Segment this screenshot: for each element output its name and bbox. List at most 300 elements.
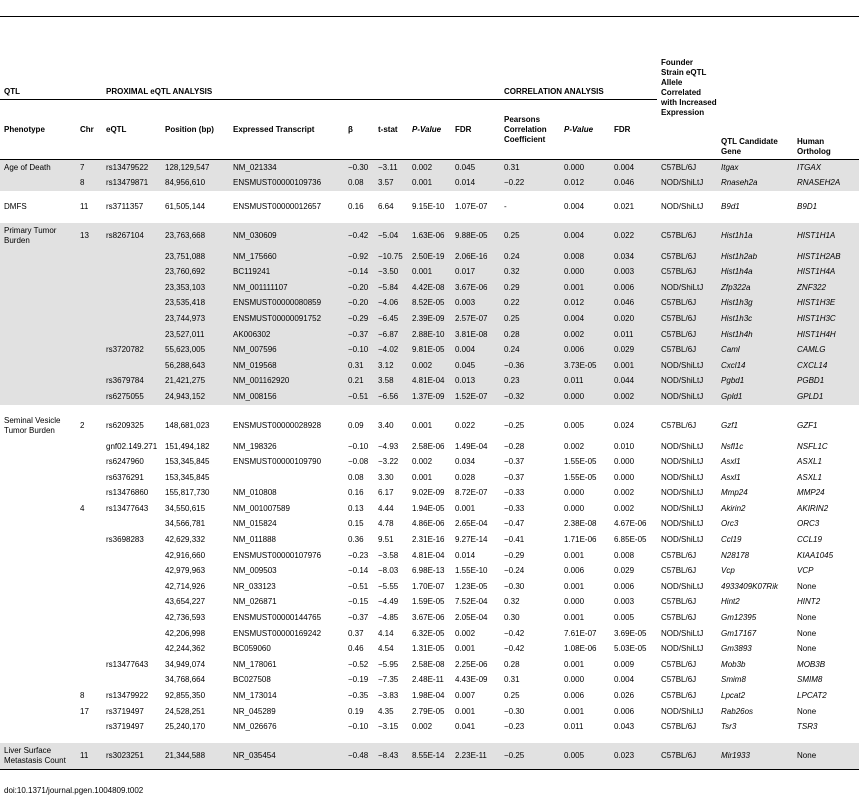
cell-t: −3.22 (378, 457, 399, 467)
cell-fdr: 0.014 (451, 176, 500, 196)
cell-p: 0.002 (408, 358, 451, 374)
cell-chr (76, 470, 102, 486)
cell-gene: Hist1h4a (717, 264, 793, 280)
cell-chr: 13 (76, 219, 102, 249)
cell-gene: Hint2 (721, 597, 740, 607)
cell-eqtl: rs3719497 (106, 706, 144, 716)
cell-r: 0.24 (500, 342, 560, 358)
cell-t: −3.11 (374, 160, 408, 176)
cell-b: −0.19 (348, 675, 369, 685)
doi-caption: doi:10.1371/journal.pgen.1004809.t002 (4, 786, 144, 795)
cell-pos: 61,505,144 (161, 195, 229, 219)
cell-p2: 0.000 (564, 675, 585, 685)
cell-tr: ENSMUST00000028928 (229, 409, 344, 439)
cell-pos: 34,566,781 (165, 519, 206, 529)
cell-r: −0.33 (504, 488, 525, 498)
cell-tr: NM_009503 (233, 566, 277, 576)
cell-pos: 153,345,845 (165, 472, 210, 482)
table-row (0, 296, 859, 312)
cell-t: 6.17 (378, 488, 394, 498)
cell-chr: 8 (76, 176, 102, 196)
cell-t: −10.75 (374, 249, 408, 265)
cell-fdr2: 0.000 (614, 457, 635, 467)
cell-eqtl: rs13479522 (102, 160, 161, 176)
cell-strain: NOD/ShiLtJ (657, 389, 717, 409)
cell-r: 0.25 (504, 691, 520, 701)
cell-eqtl (102, 296, 161, 312)
cell-gene: Asxl1 (721, 457, 741, 467)
cell-fdr: 0.022 (451, 409, 500, 439)
cell-fdr: 0.004 (451, 342, 500, 358)
cell-fdr2: 0.043 (614, 722, 635, 732)
cell-gene: Gzf1 (717, 409, 793, 439)
cell-orth: HIST1H3C (793, 311, 859, 327)
cell-fdr2: 0.004 (610, 160, 657, 176)
cell-gene: Lpcat2 (721, 691, 746, 701)
cell-orth: HIST1H3E (793, 296, 859, 312)
cell-ph (0, 532, 76, 548)
cell-tr: BC059060 (233, 644, 271, 654)
cell-orth: MMP24 (797, 488, 825, 498)
table-row (0, 688, 859, 704)
cell-ph (0, 342, 76, 358)
cell-tr: NM_026871 (233, 597, 277, 607)
col-pvalue (408, 100, 451, 160)
cell-orth: VCP (797, 566, 814, 576)
cell-pos: 23,763,668 (161, 219, 229, 249)
cell-p2: 0.004 (560, 311, 610, 327)
table-row (0, 517, 859, 533)
cell-t: −5.84 (374, 280, 408, 296)
cell-eqtl: rs13479922 (106, 691, 149, 701)
cell-orth: PGBD1 (793, 374, 859, 390)
cell-orth: SMIM8 (797, 675, 823, 685)
cell-chr (76, 296, 102, 312)
cell-t: −8.03 (378, 566, 399, 576)
cell-ph (0, 657, 76, 673)
cell-fdr: 2.25E-06 (455, 659, 488, 669)
cell-strain: NOD/ShiLtJ (657, 280, 717, 296)
cell-fdr2: 0.003 (610, 264, 657, 280)
cell-fdr: 2.23E-11 (451, 739, 500, 770)
cell-strain: NOD/ShiLtJ (661, 644, 704, 654)
cell-pos: 42,714,926 (165, 581, 206, 591)
cell-fdr2: 0.006 (614, 706, 635, 716)
cell-orth: GPLD1 (793, 389, 859, 409)
cell-b: −0.37 (348, 613, 369, 623)
cell-gene: Hist1h3c (717, 311, 793, 327)
cell-p2: 0.000 (560, 160, 610, 176)
cell-chr (76, 327, 102, 343)
cell-pos: 42,629,332 (165, 535, 206, 545)
cell-gene: Asxl1 (721, 472, 741, 482)
cell-fdr2: 0.011 (610, 327, 657, 343)
cell-p: 2.79E-05 (412, 706, 445, 716)
cell-orth: ORC3 (797, 519, 820, 529)
cell-chr: 4 (80, 503, 85, 513)
cell-ph: DMFS (0, 195, 76, 219)
cell-ph (0, 176, 76, 196)
cell-eqtl (102, 595, 161, 611)
cell-tr: NM_008156 (229, 389, 344, 409)
cell-chr: 7 (76, 160, 102, 176)
col-phenotype: Phenotype (0, 100, 76, 160)
cell-strain: NOD/ShiLtJ (657, 195, 717, 219)
table-row (0, 374, 859, 390)
cell-orth: None (797, 644, 817, 654)
cell-ph (0, 264, 76, 280)
cell-t: −4.49 (378, 597, 399, 607)
cell-strain: C57BL/6J (661, 691, 697, 701)
cell-chr (76, 486, 102, 502)
cell-r: −0.30 (504, 581, 525, 591)
cell-eqtl: rs3720782 (102, 342, 161, 358)
cell-p: 4.86E-06 (412, 519, 445, 529)
cell-b: 0.09 (344, 409, 374, 439)
cell-chr (76, 249, 102, 265)
cell-eqtl: rs13477643 (106, 659, 149, 669)
cell-p: 8.52E-05 (408, 296, 451, 312)
cell-t: 9.51 (378, 535, 394, 545)
cell-strain: C57BL/6J (661, 613, 697, 623)
cell-tr: NM_011888 (233, 535, 276, 545)
cell-tr: NM_026676 (233, 722, 277, 732)
cell-p: 1.98E-04 (412, 691, 445, 701)
cell-ph: Age of Death (0, 160, 76, 176)
cell-orth: NSFL1C (797, 441, 828, 451)
col-beta: β (344, 100, 374, 160)
cell-tr: ENSMUST00000091752 (229, 311, 344, 327)
header-qtl: QTL (0, 19, 102, 100)
cell-ph (0, 641, 76, 657)
cell-fdr2: 0.046 (610, 176, 657, 196)
cell-fdr: 0.014 (455, 550, 476, 560)
cell-eqtl (102, 249, 161, 265)
cell-chr (76, 280, 102, 296)
cell-fdr2: 0.005 (614, 613, 635, 623)
cell-gene: Hist1h3g (717, 296, 793, 312)
cell-fdr2: 0.026 (614, 691, 635, 701)
cell-eqtl (102, 280, 161, 296)
cell-fdr: 0.041 (455, 722, 476, 732)
cell-tr: ENSMUST00000144765 (233, 613, 322, 623)
cell-b: −0.20 (344, 296, 374, 312)
cell-pos: 92,855,350 (165, 691, 206, 701)
cell-strain: C57BL/6J (661, 659, 697, 669)
cell-fdr: 0.002 (455, 628, 476, 638)
cell-b: 0.08 (344, 176, 374, 196)
cell-ph (0, 501, 76, 517)
cell-r: −0.23 (504, 722, 525, 732)
cell-fdr2: 0.023 (610, 739, 657, 770)
cell-orth: HINT2 (797, 597, 821, 607)
cell-pos: 23,527,011 (161, 327, 229, 343)
cell-t: 3.12 (374, 358, 408, 374)
cell-gene: Akirin2 (721, 503, 746, 513)
cell-gene: Ccl19 (721, 535, 742, 545)
cell-strain: NOD/ShiLtJ (661, 441, 704, 451)
cell-ph (0, 280, 76, 296)
cell-orth: None (797, 613, 817, 623)
cell-chr (76, 548, 102, 564)
cell-ph (0, 595, 76, 611)
cell-fdr: 0.003 (451, 296, 500, 312)
cell-eqtl (102, 358, 161, 374)
cell-p: 8.55E-14 (408, 739, 451, 770)
cell-b: −0.10 (348, 441, 369, 451)
cell-strain: NOD/ShiLtJ (661, 472, 704, 482)
table-row (0, 439, 859, 455)
cell-p2: 0.006 (560, 342, 610, 358)
cell-p: 9.02E-09 (412, 488, 445, 498)
col-tstat: t-stat (374, 100, 408, 160)
cell-b: −0.30 (344, 160, 374, 176)
cell-ph (0, 389, 76, 409)
cell-fdr: 0.045 (451, 160, 500, 176)
cell-fdr2: 0.020 (610, 311, 657, 327)
cell-gene: B9d1 (717, 195, 793, 219)
cell-p: 0.001 (408, 409, 451, 439)
cell-p: 0.001 (412, 472, 433, 482)
cell-pos: 23,744,973 (161, 311, 229, 327)
cell-strain: NOD/ShiLtJ (661, 457, 704, 467)
header-founder: Founder Strain eQTL Allele Correlated with Increased Expression (657, 19, 717, 160)
cell-chr: 11 (76, 739, 102, 770)
cell-r: −0.42 (504, 628, 525, 638)
cell-fdr2: 6.85E-05 (614, 535, 647, 545)
cell-pos: 23,353,103 (161, 280, 229, 296)
cell-eqtl (102, 327, 161, 343)
cell-fdr2: 0.046 (610, 296, 657, 312)
cell-t: −6.45 (374, 311, 408, 327)
cell-pos: 148,681,023 (161, 409, 229, 439)
cell-b: 0.46 (348, 644, 364, 654)
cell-p2: 7.61E-07 (564, 628, 597, 638)
cell-b: 0.37 (348, 628, 364, 638)
cell-eqtl: rs6247960 (106, 457, 144, 467)
cell-p2: 0.001 (564, 706, 585, 716)
table-row (0, 641, 859, 657)
table-row (0, 249, 859, 265)
cell-pos: 42,244,362 (165, 644, 206, 654)
table-row (0, 673, 859, 689)
cell-b: −0.15 (348, 597, 369, 607)
cell-p2: 1.55E-05 (564, 472, 597, 482)
cell-tr: NM_015824 (233, 519, 277, 529)
cell-p: 6.32E-05 (412, 628, 445, 638)
cell-tr: NM_001111107 (229, 280, 344, 296)
cell-eqtl (102, 673, 161, 689)
cell-pos: 23,760,692 (161, 264, 229, 280)
cell-t: 3.40 (374, 409, 408, 439)
table-row (0, 264, 859, 280)
cell-p2: 0.000 (560, 264, 610, 280)
cell-gene: Vcp (721, 566, 735, 576)
cell-p2: 0.001 (564, 613, 585, 623)
cell-strain: C57BL/6J (657, 311, 717, 327)
cell-gene: Orc3 (721, 519, 739, 529)
cell-b: −0.42 (344, 219, 374, 249)
cell-fdr: 2.65E-04 (455, 519, 488, 529)
cell-r: 0.30 (504, 613, 520, 623)
cell-tr: ENSMUST00000109790 (233, 457, 322, 467)
cell-p2: 0.001 (564, 581, 585, 591)
table-row (0, 610, 859, 626)
cell-orth: GZF1 (793, 409, 859, 439)
cell-ph (0, 296, 76, 312)
cell-p2: 1.08E-06 (564, 644, 597, 654)
cell-fdr2: 0.002 (614, 503, 635, 513)
cell-fdr: 9.88E-05 (451, 219, 500, 249)
cell-strain: C57BL/6J (657, 739, 717, 770)
cell-pos: 151,494,182 (165, 441, 210, 451)
cell-pos: 155,817,730 (165, 488, 210, 498)
cell-tr: NM_007596 (229, 342, 344, 358)
cell-fdr: 0.034 (455, 457, 476, 467)
cell-p2: 0.001 (564, 550, 585, 560)
cell-strain: C57BL/6J (661, 675, 697, 685)
cell-b: −0.14 (344, 264, 374, 280)
cell-t: −4.93 (378, 441, 399, 451)
cell-r: 0.24 (500, 249, 560, 265)
cell-eqtl: rs3711357 (102, 195, 161, 219)
cell-eqtl (102, 517, 161, 533)
cell-p: 4.81E-04 (408, 374, 451, 390)
cell-fdr2: 0.029 (610, 342, 657, 358)
cell-p: 9.15E-10 (408, 195, 451, 219)
col-position: Position (bp) (161, 100, 229, 160)
cell-chr (76, 626, 102, 642)
cell-strain: C57BL/6J (661, 566, 697, 576)
cell-pos: 21,344,588 (161, 739, 229, 770)
cell-r: 0.32 (504, 597, 520, 607)
cell-eqtl: gnf02.149.271 (106, 441, 158, 451)
cell-b: −0.52 (348, 659, 369, 669)
table-row (0, 470, 859, 486)
table-row (0, 327, 859, 343)
cell-tr: NM_198326 (233, 441, 277, 451)
table-row (0, 486, 859, 502)
cell-b: −0.35 (348, 691, 369, 701)
table-row (0, 311, 859, 327)
cell-b: 0.16 (348, 488, 364, 498)
cell-pos: 42,206,998 (165, 628, 206, 638)
cell-pos: 25,240,170 (165, 722, 206, 732)
cell-r: 0.29 (500, 280, 560, 296)
cell-pos: 42,916,660 (165, 550, 206, 560)
cell-p: 4.81E-04 (412, 550, 445, 560)
cell-b: 0.16 (344, 195, 374, 219)
cell-gene: Tsr3 (721, 722, 737, 732)
table-row (0, 409, 859, 439)
cell-pos: 84,956,610 (161, 176, 229, 196)
cell-t: −3.15 (378, 722, 399, 732)
cell-chr: 2 (76, 409, 102, 439)
cell-orth: CAMLG (793, 342, 859, 358)
table-row (0, 579, 859, 595)
cell-chr (76, 532, 102, 548)
cell-chr (76, 342, 102, 358)
cell-fdr2: 0.044 (610, 374, 657, 390)
cell-pos: 55,623,005 (161, 342, 229, 358)
cell-tr: NM_021334 (229, 160, 344, 176)
cell-ph (0, 486, 76, 502)
table-row (0, 176, 859, 196)
cell-pos: 34,949,074 (165, 659, 206, 669)
cell-eqtl: rs3698283 (106, 535, 144, 545)
cell-p: 2.58E-08 (412, 659, 445, 669)
cell-fdr2: 0.006 (614, 581, 635, 591)
cell-b: 0.15 (348, 519, 364, 529)
cell-pos: 128,129,547 (161, 160, 229, 176)
cell-chr (76, 657, 102, 673)
cell-t: −4.06 (374, 296, 408, 312)
cell-tr: ENSMUST00000012657 (229, 195, 344, 219)
cell-p: 9.81E-05 (408, 342, 451, 358)
cell-r: 0.28 (500, 327, 560, 343)
table-row (0, 595, 859, 611)
table-row (0, 548, 859, 564)
cell-p: 2.48E-11 (412, 675, 444, 685)
cell-b: −0.14 (348, 566, 369, 576)
cell-b: −0.10 (344, 342, 374, 358)
cell-r: 0.23 (500, 374, 560, 390)
cell-fdr2: 0.022 (610, 219, 657, 249)
cell-fdr: 1.23E-05 (455, 581, 488, 591)
cell-eqtl (102, 579, 161, 595)
cell-p: 0.002 (408, 160, 451, 176)
cell-p2: 0.001 (560, 280, 610, 296)
cell-r: −0.29 (504, 550, 525, 560)
cell-fdr2: 0.034 (610, 249, 657, 265)
cell-r: −0.42 (504, 644, 525, 654)
cell-ph (0, 454, 76, 470)
cell-t: 4.14 (378, 628, 394, 638)
table-row (0, 195, 859, 219)
table-row (0, 704, 859, 720)
cell-p2: 0.005 (560, 409, 610, 439)
table-row (0, 626, 859, 642)
cell-p2: 0.002 (560, 327, 610, 343)
cell-fdr2: 0.024 (610, 409, 657, 439)
cell-r: 0.28 (504, 659, 520, 669)
cell-orth: CXCL14 (793, 358, 859, 374)
cell-strain: NOD/ShiLtJ (661, 706, 704, 716)
cell-r: −0.28 (504, 441, 525, 451)
cell-strain: C57BL/6J (661, 550, 697, 560)
cell-t: 3.30 (378, 472, 394, 482)
cell-eqtl: rs3023251 (102, 739, 161, 770)
cell-b: −0.51 (348, 581, 369, 591)
cell-ph (0, 439, 76, 455)
cell-strain: C57BL/6J (657, 327, 717, 343)
cell-strain: NOD/ShiLtJ (661, 535, 704, 545)
cell-pos: 24,528,251 (165, 706, 206, 716)
cell-gene: Rab26os (721, 706, 754, 716)
cell-pos: 42,979,963 (165, 566, 206, 576)
cell-chr (76, 610, 102, 626)
cell-tr: NM_175660 (229, 249, 344, 265)
cell-t: −7.35 (378, 675, 399, 685)
table-row (0, 532, 859, 548)
cell-p2: 0.000 (564, 597, 585, 607)
cell-chr (76, 719, 102, 739)
cell-tr: NM_001007589 (233, 503, 290, 513)
cell-strain: NOD/ShiLtJ (661, 488, 704, 498)
cell-gene: Mir1933 (717, 739, 793, 770)
cell-orth: None (797, 706, 817, 716)
cell-t: −6.56 (374, 389, 408, 409)
